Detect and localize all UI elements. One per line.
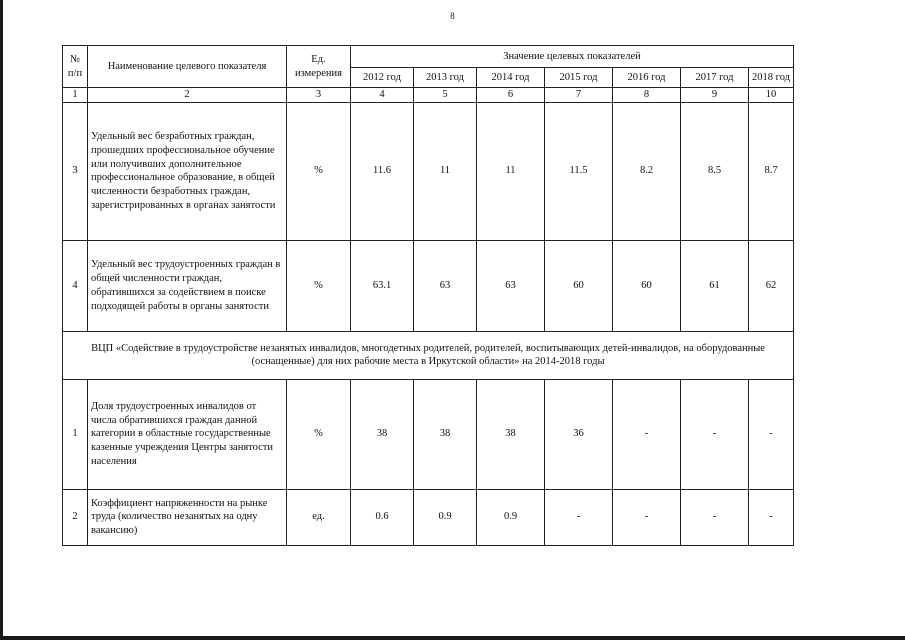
value-cell: 11.5 xyxy=(545,102,613,240)
value-cell: 38 xyxy=(477,379,545,489)
header-values-title: Значение целевых показателей xyxy=(351,46,794,68)
value-cell: 0.9 xyxy=(477,489,545,545)
value-cell: - xyxy=(613,489,681,545)
section-row xyxy=(63,331,794,379)
column-number: 9 xyxy=(681,88,749,103)
value-cell: 61 xyxy=(681,240,749,331)
column-number: 6 xyxy=(477,88,545,103)
value-cell: 63 xyxy=(414,240,477,331)
value-cell: 38 xyxy=(414,379,477,489)
value-cell: 8.2 xyxy=(613,102,681,240)
value-cell: - xyxy=(545,489,613,545)
value-cell: 11.6 xyxy=(351,102,414,240)
indicator-unit: % xyxy=(287,379,351,489)
column-number: 2 xyxy=(88,88,287,103)
table-row xyxy=(63,240,794,331)
value-cell: - xyxy=(681,489,749,545)
value-cell: 60 xyxy=(613,240,681,331)
header-year: 2017 год xyxy=(681,68,749,88)
header-year: 2014 год xyxy=(477,68,545,88)
column-number: 10 xyxy=(749,88,794,103)
indicator-name: Удельный вес безработных граждан, прошедших профессиональное обучение или получивших дополнительное профессиональное образование, в общей численности безработных граждан, зарегистрированных в органах занятости xyxy=(88,102,287,240)
value-cell: - xyxy=(613,379,681,489)
indicators-table xyxy=(62,45,794,546)
header-year: 2013 год xyxy=(414,68,477,88)
page-number: 8 xyxy=(450,11,455,21)
value-cell: 38 xyxy=(351,379,414,489)
header-number: № п/п xyxy=(63,46,88,88)
value-cell: 60 xyxy=(545,240,613,331)
indicator-name: Удельный вес трудоустроенных граждан в общей численности граждан, обратившихся за содействием в поиске подходящей работы в органы занятости xyxy=(88,240,287,331)
value-cell: 8.7 xyxy=(749,102,794,240)
row-number: 2 xyxy=(63,489,88,545)
column-number: 1 xyxy=(63,88,88,103)
section-title: ВЦП «Содействие в трудоустройстве незанятых инвалидов, многодетных родителей, родителей, воспитывающих детей-инвалидов, на оборудованные (оснащенные) для них рабочие места в Иркутской области» на 2014-2018 годы xyxy=(63,331,794,379)
indicator-name: Коэффициент напряженности на рынке труда (количество незанятых на одну вакансию) xyxy=(88,489,287,545)
table-row xyxy=(63,102,794,240)
header-year: 2012 год xyxy=(351,68,414,88)
header-year: 2018 год xyxy=(749,68,794,88)
value-cell: 63.1 xyxy=(351,240,414,331)
value-cell: - xyxy=(749,379,794,489)
column-number: 7 xyxy=(545,88,613,103)
column-number: 3 xyxy=(287,88,351,103)
column-number: 4 xyxy=(351,88,414,103)
header-year: 2016 год xyxy=(613,68,681,88)
indicator-name: Доля трудоустроенных инвалидов от числа обратившихся граждан данной категории в областные государственные казенные учреждения Центры занятости населения xyxy=(88,379,287,489)
value-cell: 63 xyxy=(477,240,545,331)
table-row xyxy=(63,489,794,545)
column-number: 5 xyxy=(414,88,477,103)
indicator-unit: % xyxy=(287,240,351,331)
value-cell: 0.6 xyxy=(351,489,414,545)
row-number: 4 xyxy=(63,240,88,331)
value-cell: 11 xyxy=(414,102,477,240)
value-cell: 11 xyxy=(477,102,545,240)
header-indicator-name: Наименование целевого показателя xyxy=(88,46,287,88)
value-cell: - xyxy=(681,379,749,489)
column-number-row xyxy=(63,88,794,103)
value-cell: 36 xyxy=(545,379,613,489)
value-cell: - xyxy=(749,489,794,545)
value-cell: 62 xyxy=(749,240,794,331)
header-row-top xyxy=(63,46,794,68)
table-row xyxy=(63,379,794,489)
row-number: 1 xyxy=(63,379,88,489)
column-number: 8 xyxy=(613,88,681,103)
row-number: 3 xyxy=(63,102,88,240)
header-year: 2015 год xyxy=(545,68,613,88)
indicator-unit: % xyxy=(287,102,351,240)
indicator-unit: ед. xyxy=(287,489,351,545)
scan-left-border xyxy=(0,0,3,640)
scan-bottom-border xyxy=(0,636,905,640)
value-cell: 0.9 xyxy=(414,489,477,545)
header-unit: Ед. измерения xyxy=(287,46,351,88)
value-cell: 8.5 xyxy=(681,102,749,240)
